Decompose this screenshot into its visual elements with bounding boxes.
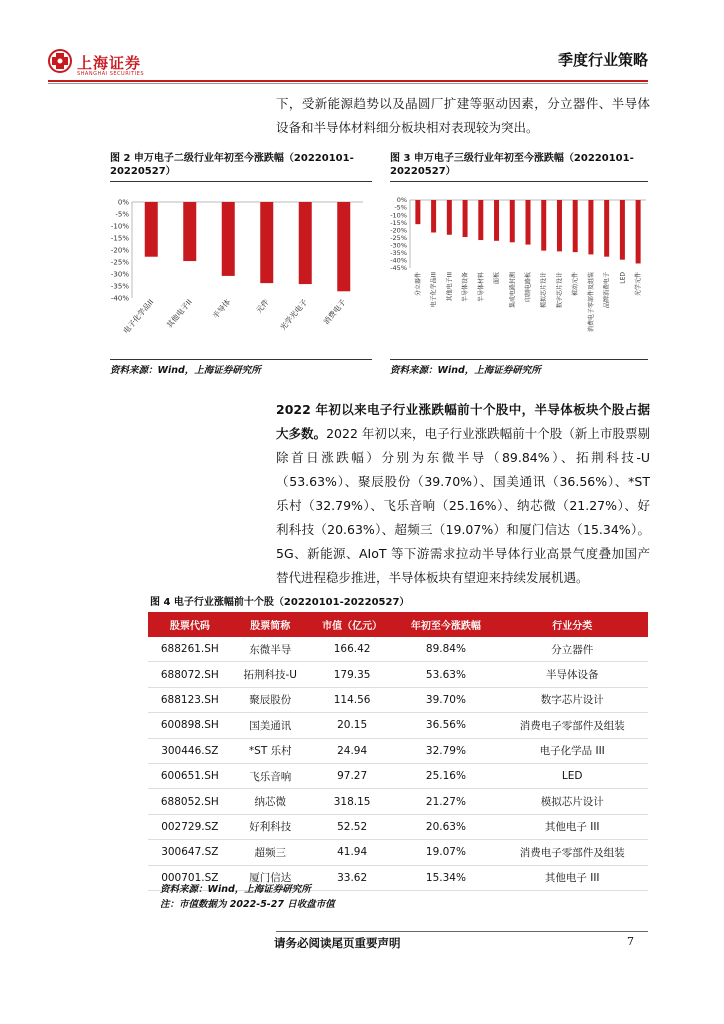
y-tick-label: 0% [396, 196, 407, 205]
y-tick-label: -20% [390, 226, 407, 235]
table-row [148, 738, 648, 763]
x-category-label: 分立器件 [414, 272, 422, 297]
figure3-chart [388, 186, 650, 356]
cell-industry: 电子化学品 III [496, 738, 648, 763]
figure2-title: 图 2 申万电子二级行业年初至今涨跌幅（20220101-20220527） [110, 153, 354, 177]
top10-stocks-table [148, 612, 648, 891]
cell-ytd-change: 89.84% [395, 637, 496, 662]
cell-market-cap: 41.94 [309, 840, 396, 865]
analysis-paragraph-body: 2022 年初以来，电子行业涨跌幅前十个股（新上市股票剔除首日涨跌幅）分别为东微半导（89.84%）、拓荆科技-U（53.63%）、聚辰股份（39.70%）、国美通讯（36.56%）、*ST 乐村（32.79%）、飞乐音响（25.16%）、纳芯微（21.27%）、好利科技（20.63%）、超频三（19.07%）和厦门信达（15.34%）。5G、新能源、AIoT 等下游需求拉动半导体行业高景气度叠加国产替代进程稳步推进，半导体板块有望迎来持续发展机遇。 [276, 426, 650, 585]
cell-industry: 数字芯片设计 [496, 687, 648, 712]
x-category-label: 电子化学品III [430, 272, 438, 308]
bar [494, 200, 499, 241]
x-category-label: 数字芯片设计 [556, 272, 564, 309]
cell-industry: 消费电子零部件及组装 [496, 713, 648, 738]
x-category-label: 其他电子II [164, 297, 194, 330]
bar [636, 200, 641, 263]
cell-ytd-change: 25.16% [395, 763, 496, 788]
y-tick-label: -25% [110, 258, 129, 267]
bar [463, 200, 468, 237]
cell-stock-name: 拓荆科技-U [232, 662, 309, 687]
cell-ytd-change: 20.63% [395, 814, 496, 839]
x-category-label: 半导体材料 [477, 272, 485, 303]
bar [415, 200, 420, 224]
x-category-label: 半导体设备 [462, 272, 470, 303]
y-tick-label: -30% [390, 241, 407, 250]
x-category-label: 集成电路封测 [509, 272, 517, 309]
cell-stock-code: 688261.SH [148, 637, 232, 662]
cell-stock-code: 000701.SZ [148, 865, 232, 890]
cell-stock-name: 东微半导 [232, 637, 309, 662]
figure2-bottom-rule [110, 359, 372, 360]
x-category-label: 面板 [493, 272, 501, 285]
cell-ytd-change: 39.70% [395, 687, 496, 712]
y-tick-label: -15% [110, 234, 129, 243]
bar [557, 200, 562, 251]
header-ytd-change: 年初至今涨跌幅 [395, 612, 496, 637]
y-tick-label: -40% [110, 294, 129, 303]
cell-stock-code: 002729.SZ [148, 814, 232, 839]
table-row [148, 662, 648, 687]
figure3-source: 资料来源：Wind，上海证券研究所 [390, 365, 541, 376]
header-market-cap: 市值（亿元） [309, 612, 396, 637]
cell-market-cap: 114.56 [309, 687, 396, 712]
page-number: 7 [627, 935, 634, 948]
table4-note: 注：市值数据为 2022-5-27 日收盘市值 [160, 899, 335, 910]
cell-ytd-change: 19.07% [395, 840, 496, 865]
x-category-label: 其他电子III [446, 272, 454, 302]
cell-stock-code: 600651.SH [148, 763, 232, 788]
bar [588, 200, 593, 254]
cell-stock-name: 超频三 [232, 840, 309, 865]
header-stock-code: 股票代码 [148, 612, 232, 637]
cell-stock-name: *ST 乐村 [232, 738, 309, 763]
cell-industry: 分立器件 [496, 637, 648, 662]
table-row [148, 814, 648, 839]
x-category-label: 光学元件 [635, 272, 643, 297]
y-tick-label: -35% [390, 249, 407, 258]
bar [145, 202, 158, 257]
table-row [148, 763, 648, 788]
cell-market-cap: 318.15 [309, 789, 396, 814]
cell-ytd-change: 32.79% [395, 738, 496, 763]
y-tick-label: -35% [110, 282, 129, 291]
table-row [148, 840, 648, 865]
cell-industry: 其他电子 III [496, 865, 648, 890]
figure2-source: 资料来源：Wind，上海证券研究所 [110, 365, 261, 376]
table4-title: 图 4 电子行业涨幅前十个股（20220101-20220527） [150, 597, 410, 608]
bar [510, 200, 515, 242]
cell-ytd-change: 21.27% [395, 789, 496, 814]
y-tick-label: -40% [390, 256, 407, 265]
analysis-paragraph [276, 398, 650, 590]
cell-stock-code: 600898.SH [148, 713, 232, 738]
cell-market-cap: 20.15 [309, 713, 396, 738]
table-row [148, 713, 648, 738]
analysis-paragraph-lead: 2022 年初以来电子行业涨跌幅前十个股中，半导体板块个股占据大多数。 [276, 402, 650, 441]
y-tick-label: -5% [394, 203, 407, 212]
figure2-top-rule [110, 181, 372, 182]
y-tick-label: -45% [390, 264, 407, 273]
cell-market-cap: 24.94 [309, 738, 396, 763]
bar [604, 200, 609, 257]
bar [222, 202, 235, 276]
cell-stock-code: 688052.SH [148, 789, 232, 814]
header-divider [48, 80, 648, 82]
cell-market-cap: 52.52 [309, 814, 396, 839]
header-stock-name: 股票简称 [232, 612, 309, 637]
cell-ytd-change: 15.34% [395, 865, 496, 890]
bar [183, 202, 196, 261]
y-tick-label: -5% [115, 210, 129, 219]
cell-stock-code: 300446.SZ [148, 738, 232, 763]
table4-source: 资料来源：Wind，上海证券研究所 [160, 884, 311, 895]
cell-market-cap: 179.35 [309, 662, 396, 687]
header-divider-thin [48, 83, 648, 84]
x-category-label: 印制电路板 [525, 272, 532, 303]
bar [526, 200, 531, 245]
x-category-label: 电子化学品II [121, 297, 156, 336]
header-industry: 行业分类 [496, 612, 648, 637]
cell-market-cap: 97.27 [309, 763, 396, 788]
y-tick-label: 0% [117, 198, 129, 207]
bar [337, 202, 350, 291]
figure3-top-rule [390, 181, 648, 182]
x-category-label: 品牌消费电子 [603, 272, 611, 309]
bar [620, 200, 625, 260]
figure2-chart [108, 186, 374, 356]
bar [478, 200, 483, 240]
footer-disclaimer: 请务必阅读尾页重要声明 [274, 936, 401, 950]
y-tick-label: -10% [390, 211, 407, 220]
y-tick-label: -25% [390, 233, 407, 242]
intro-paragraph: 下，受新能源趋势以及晶圆厂扩建等驱动因素，分立器件、半导体设备和半导体材料细分板块相对表现较为突出。 [276, 96, 650, 135]
cell-ytd-change: 36.56% [395, 713, 496, 738]
cell-stock-name: 厦门信达 [232, 865, 309, 890]
bar [299, 202, 312, 284]
x-category-label: 模拟芯片设计 [540, 272, 548, 309]
table-row [148, 637, 648, 662]
table-row [148, 789, 648, 814]
bar [573, 200, 578, 252]
logo-text: 上海证券 [77, 54, 142, 72]
cell-stock-name: 纳芯微 [232, 789, 309, 814]
bar [447, 200, 452, 235]
cell-stock-name: 好利科技 [232, 814, 309, 839]
bar [260, 202, 273, 283]
shanghai-securities-logo-icon [48, 49, 72, 73]
figure3-bottom-rule [390, 359, 648, 360]
cell-industry: 其他电子 III [496, 814, 648, 839]
cell-industry: 消费电子零部件及组装 [496, 840, 648, 865]
table-header-row [148, 612, 648, 637]
logo-subtext: SHANGHAI SECURITIES [77, 71, 145, 77]
footer-divider [276, 931, 648, 932]
bar [431, 200, 436, 232]
table-row [148, 687, 648, 712]
document-title: 季度行业策略 [557, 51, 648, 69]
x-category-label: LED [619, 272, 627, 284]
x-category-label: 光学光电子 [278, 297, 310, 333]
y-tick-label: -30% [110, 270, 129, 279]
x-category-label: 元件 [254, 297, 271, 315]
bar [541, 200, 546, 251]
cell-stock-code: 688072.SH [148, 662, 232, 687]
cell-industry: 半导体设备 [496, 662, 648, 687]
x-category-label: 半导体 [210, 297, 233, 321]
y-tick-label: -20% [110, 246, 129, 255]
y-tick-label: -10% [110, 222, 129, 231]
cell-ytd-change: 53.63% [395, 662, 496, 687]
cell-industry: 模拟芯片设计 [496, 789, 648, 814]
cell-stock-name: 飞乐音响 [232, 763, 309, 788]
cell-stock-code: 688123.SH [148, 687, 232, 712]
cell-industry: LED [496, 763, 648, 788]
cell-stock-code: 300647.SZ [148, 840, 232, 865]
x-category-label: 消费电子 [321, 297, 348, 327]
figure3-title: 图 3 申万电子三级行业年初至今涨跌幅（20220101-20220527） [390, 153, 634, 177]
cell-stock-name: 聚辰股份 [232, 687, 309, 712]
cell-market-cap: 166.42 [309, 637, 396, 662]
y-tick-label: -15% [390, 218, 407, 227]
x-category-label: 消费电子零部件及组装 [587, 272, 595, 333]
x-category-label: 被动元件 [572, 272, 580, 297]
cell-stock-name: 国美通讯 [232, 713, 309, 738]
cell-market-cap: 33.62 [309, 865, 396, 890]
